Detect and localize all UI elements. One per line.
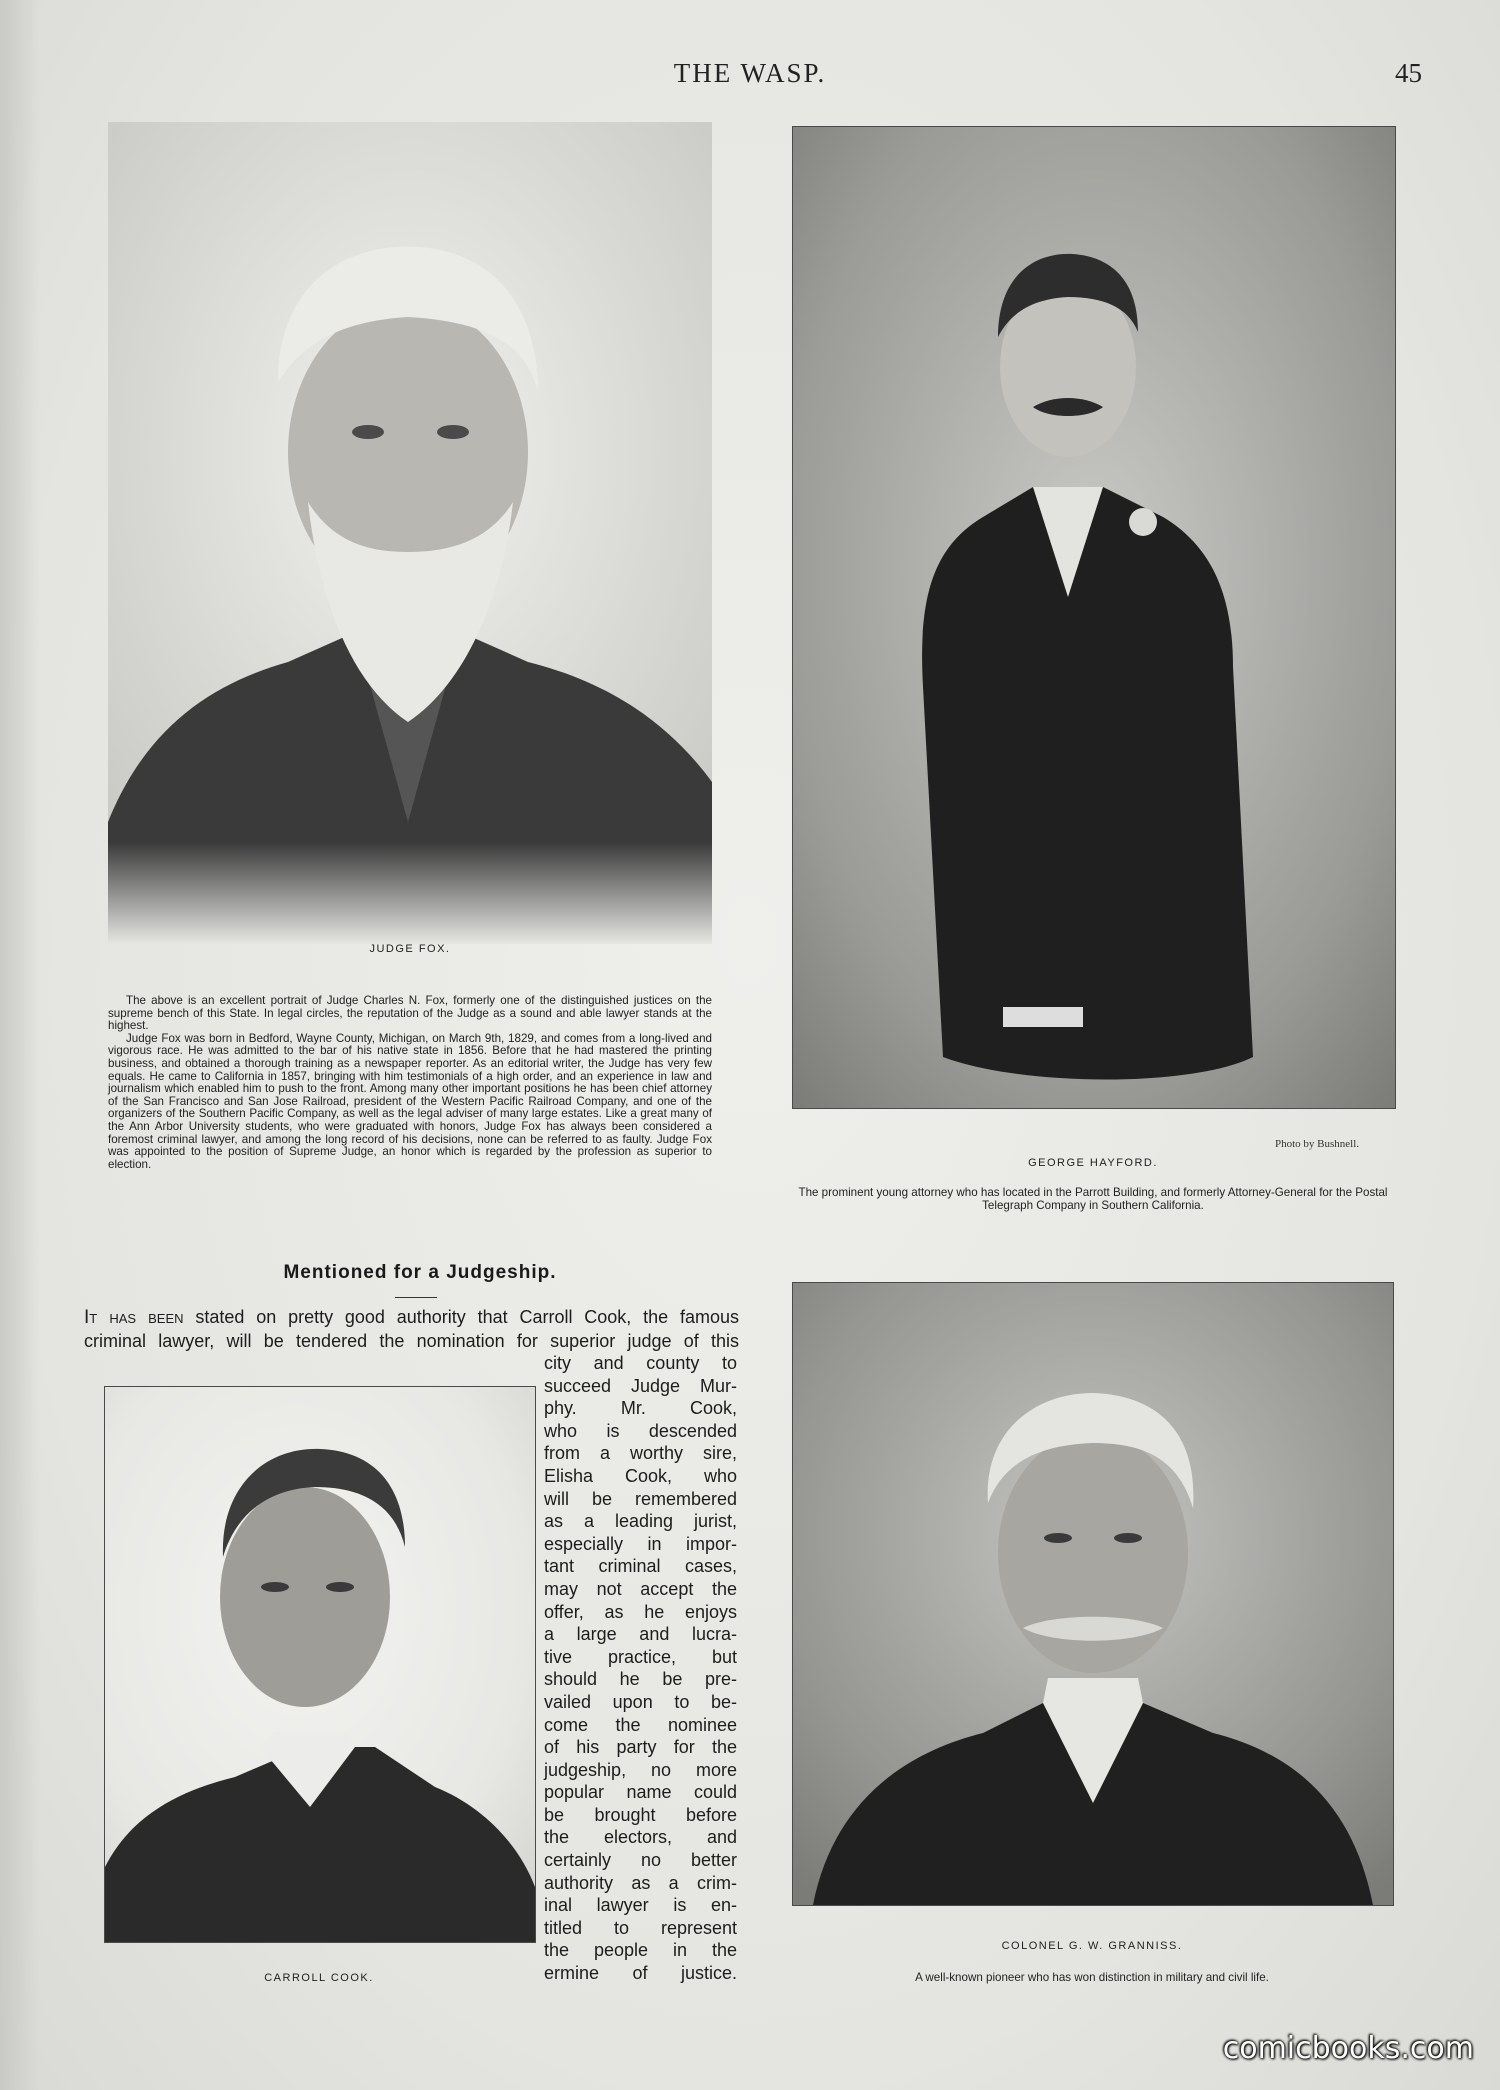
article-line: be brought before [544, 1804, 737, 1825]
article-line: offer, as he enjoys [544, 1601, 737, 1622]
masthead-title: THE WASP. [673, 58, 827, 88]
article-line: tive practice, but [544, 1646, 737, 1667]
george-hayford-photo [792, 126, 1396, 1109]
article-line: titled to represent [544, 1917, 737, 1938]
article-line: city and county to [544, 1353, 737, 1373]
carroll-cook-caption: CARROLL COOK. [264, 1972, 374, 1984]
article-line: ermine of justice. [544, 1963, 737, 1984]
article-line: authority as a crim- [544, 1872, 737, 1893]
article-intro [84, 1306, 739, 1352]
article-line: who is descended [544, 1420, 737, 1441]
article-line: vailed upon to be- [544, 1691, 737, 1712]
binding-shadow [0, 0, 40, 2090]
article-column [544, 1352, 737, 1985]
article-line: may not accept the [544, 1578, 737, 1599]
site-watermark: comicbooks.com [1222, 2031, 1474, 2066]
bio-paragraph: Judge Fox was born in Bedford, Wayne County, Michigan, on March 9th, 1829, and comes from a long-lived and vigorous race. He was admitted to the bar of his native state in 1856. Before that he had mastered the printing business, and obtained a thorough training as a newspaper reporter. As an editorial writer, the Judge has very few equals. He came to California in 1857, bringing with him testimonials of a high order, and an experience in law and journalism which enabled him to push to the front. Among many other important positions he has been chief attorney of the San Francisco and San Jose Railroad, president of the Western Pacific Railroad Company, and one of the organizers of the Southern Pacific Company, as well as the legal adviser of many large estates. Like a great many of the Ann Arbor University students, who were graduated with honors, Judge Fox has always been considered a foremost criminal lawyer, and among the long record of his decisions, none can be referred to as faulty. Judge Fox was appointed to the position of Supreme Judge, an honor which is regarded by the profession as superior to election. [108, 1031, 712, 1171]
article-line: should he be pre- [544, 1669, 737, 1690]
photo-credit: Photo by Bushnell. [1275, 1138, 1360, 1150]
article-line [84, 1306, 739, 1330]
page-number: 45 [1395, 58, 1422, 88]
article-lead: It has been [84, 1307, 184, 1328]
judge-fox-caption: JUDGE FOX. [369, 943, 451, 955]
colonel-granniss-description: A well-known pioneer who has won distinction in military and civil life. [915, 1971, 1269, 1984]
article-line: certainly no better [544, 1850, 737, 1871]
article-line: tant criminal cases, [544, 1556, 737, 1577]
article-line: popular name could [544, 1782, 737, 1803]
article-line: phy. Mr. Cook, [544, 1398, 737, 1419]
article-line: inal lawyer is en- [544, 1895, 737, 1916]
judge-fox-bio [108, 995, 712, 1171]
article-line: succeed Judge Mur- [544, 1375, 737, 1396]
bio-paragraph: The above is an excellent portrait of Judge Charles N. Fox, formerly one of the distinguished justices on the supreme bench of this State. In legal circles, the reputation of the Judge as a sound and able lawyer stands at the highest. [108, 994, 712, 1033]
article-line: a large and lucra- [544, 1624, 737, 1645]
article-line: come the nominee [544, 1714, 737, 1735]
george-hayford-caption: GEORGE HAYFORD. [1028, 1157, 1158, 1169]
article-line: from a worthy sire, [544, 1443, 737, 1464]
article-line: of his party for the [544, 1737, 737, 1758]
george-hayford-description: The prominent young attorney who has located in the Parrott Building, and formerly Attorney-General for the Postal Telegraph Company in Southern California. [798, 1186, 1388, 1212]
headline-rule [395, 1297, 437, 1298]
article-line: Elisha Cook, who [544, 1465, 737, 1486]
article-headline: Mentioned for a Judgeship. [283, 1262, 557, 1283]
article-line: the people in the [544, 1940, 737, 1961]
colonel-granniss-photo [792, 1282, 1394, 1906]
judge-fox-photo [108, 122, 712, 944]
article-line: as a leading jurist, [544, 1511, 737, 1532]
article-line: the electors, and [544, 1827, 737, 1848]
article-line-text: stated on pretty good authority that Carroll Cook, the famous [195, 1307, 739, 1327]
colonel-granniss-caption: COLONEL G. W. GRANNISS. [1001, 1940, 1183, 1952]
article-line: criminal lawyer, will be tendered the nomination for superior judge of this [84, 1330, 739, 1351]
article-line: will be remembered [544, 1488, 737, 1509]
carroll-cook-photo [104, 1386, 536, 1943]
article-line: especially in impor- [544, 1533, 737, 1554]
article-line: judgeship, no more [544, 1759, 737, 1780]
